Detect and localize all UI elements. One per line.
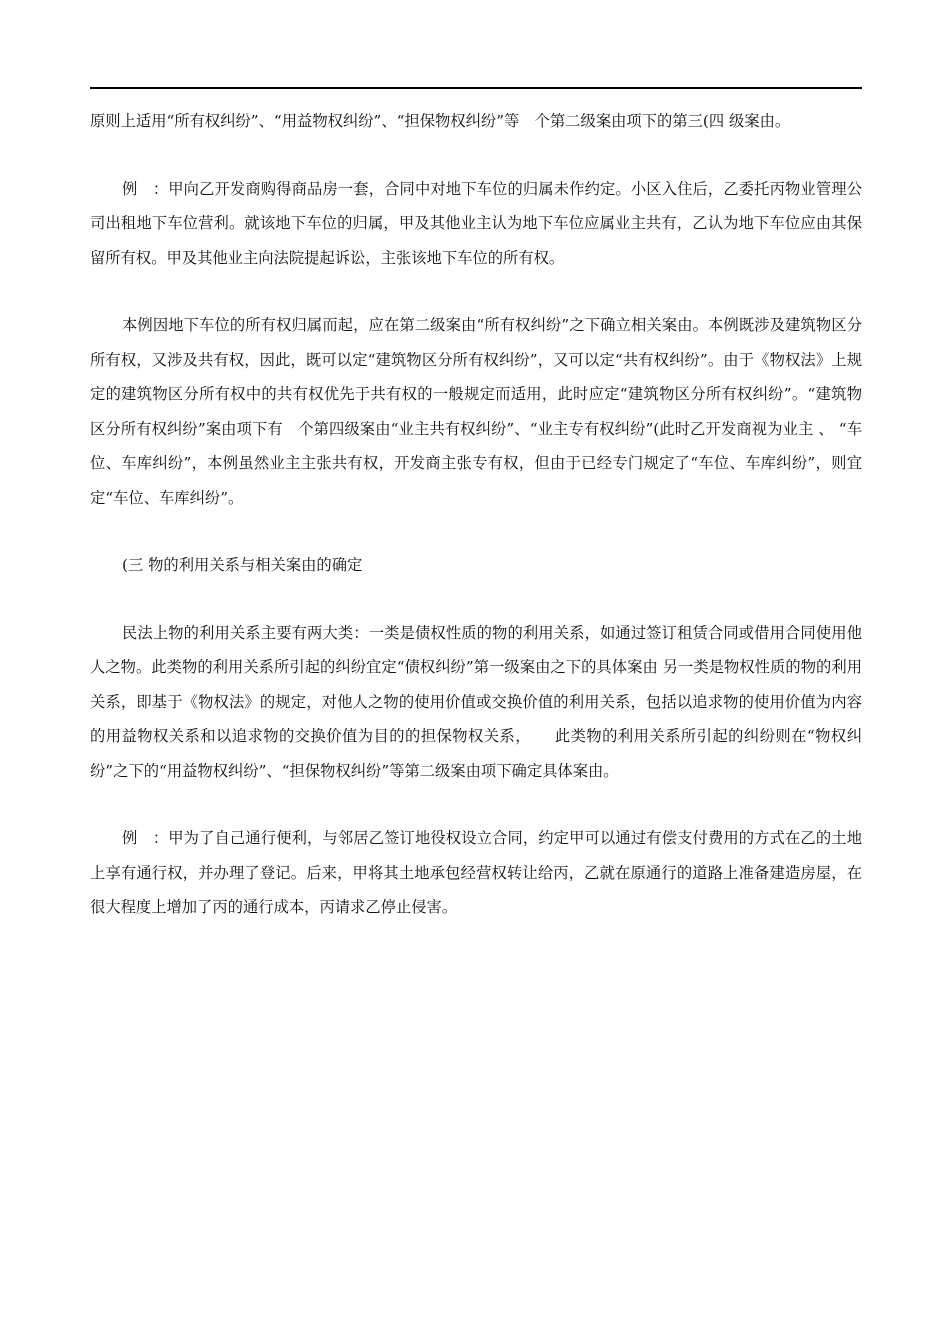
paragraph-example-parking: 例 ：甲向乙开发商购得商品房一套，合同中对地下车位的归属未作约定。小区入住后，乙委托丙物业管理公司出租地下车位营利。就该地下车位的归属，甲及其他业主认为地下车位应属业主共有，乙认为地下车位应由其保留所有权。甲及其他业主向法院提起诉讼，主张该地下车位的所有权。 [90, 179, 862, 267]
header-rule [90, 87, 862, 89]
paragraph-analysis: 本例因地下车位的所有权归属而起，应在第二级案由“所有权纠纷”之下确立相关案由。本例既涉及建筑物区分所有权，又涉及共有权，因此，既可以定“建筑物区分所有权纠纷”，又可以定“共有权纠纷”。由于《物权法》上规定的建筑物区分所有权中的共有权优先于共有权的一般规定而适用，此时应定“建筑物区分所有权纠纷”。“建筑物区分所有权纠纷”案由项下有 个第四级案由“业主共有权纠纷”、“业主专有权纠纷”(此时乙开发商视为业主 、 “车位、车库纠纷”，本例虽然业主主张共有权，开发商主张专有权，但由于已经专门规定了“车位、车库纠纷”，则宜定“车位、车库纠纷”。 [90, 316, 862, 507]
paragraph-example-easement: 例 ：甲为了自己通行便利，与邻居乙签订地役权设立合同，约定甲可以通过有偿支付费用的方式在乙的土地上享有通行权，并办理了登记。后来，甲将其土地承包经营权转让给丙，乙就在原通行的道路上准备建造房屋，在很大程度上增加了丙的通行成本，丙请求乙停止侵害。 [90, 829, 862, 916]
document-body [90, 104, 862, 925]
section-heading: (三 物的利用关系与相关案由的确定 [122, 556, 363, 574]
paragraph-continuation: 原则上适用“所有权纠纷”、“用益物权纠纷”、“担保物权纠纷”等 个第二级案由项下的第三(四 级案由。 [90, 112, 791, 130]
paragraph-use-relations: 民法上物的利用关系主要有两大类：一类是债权性质的物的利用关系，如通过签订租赁合同或借用合同使用他人之物。此类物的利用关系所引起的纠纷宜定“债权纠纷”第一级案由之下的具体案由 另一类是物权性质的物的利用关系，即基于《物权法》的规定，对他人之物的使用价值或交换价值的利用关系，包括以追求物的使用价值为内容的用益物权关系和以追求物的交换价值为目的的担保物权关系， 此类物的利用关系所引起的纠纷则在“物权纠纷”之下的“用益物权纠纷”、“担保物权纠纷”等第二级案由项下确定具体案由。 [90, 623, 862, 780]
